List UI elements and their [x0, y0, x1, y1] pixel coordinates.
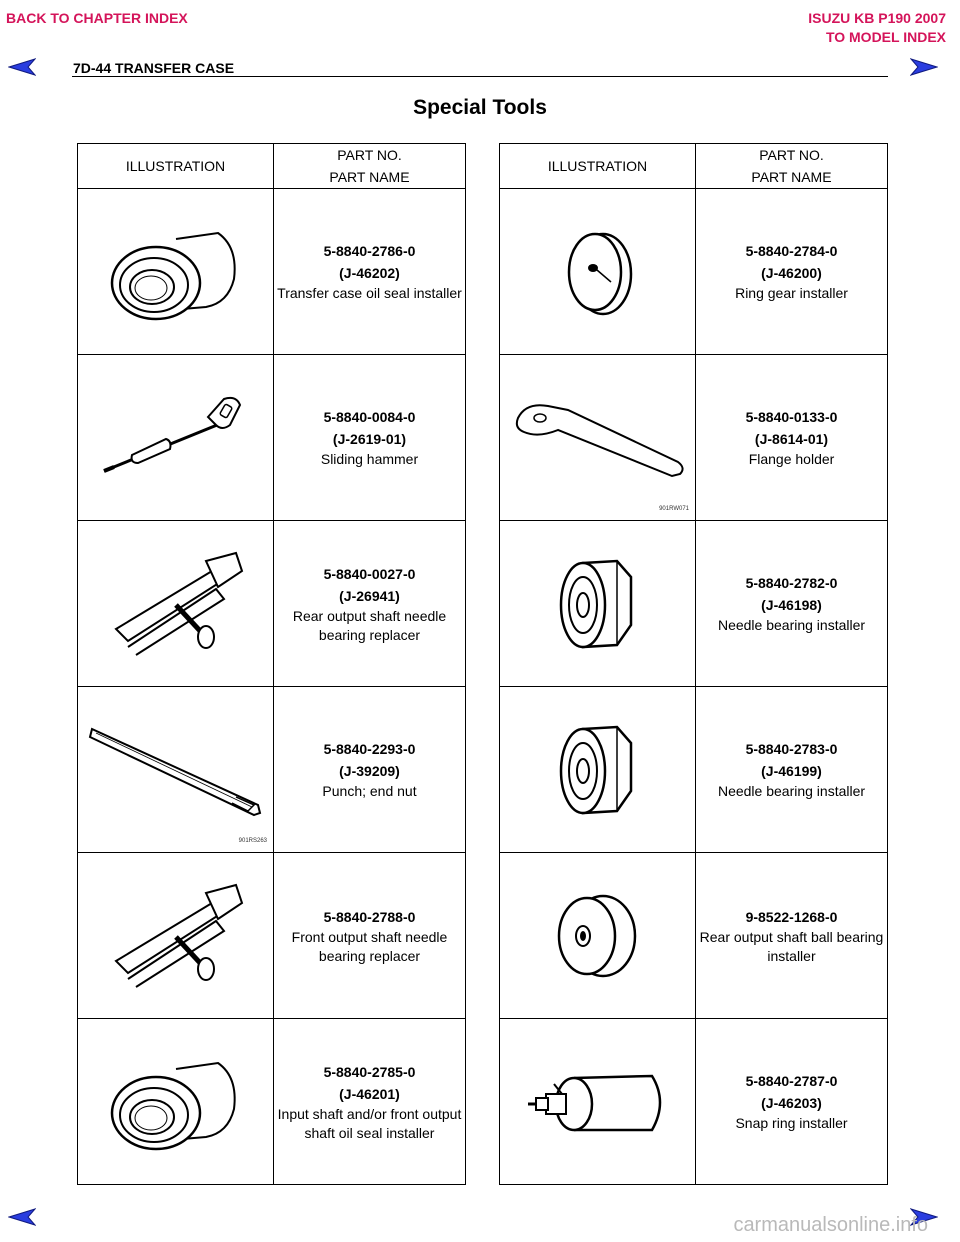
illustration-code: 901RW071: [659, 506, 689, 512]
part-number: 5-8840-2788-0: [323, 908, 416, 925]
ring-gear-installer-icon: [543, 222, 653, 322]
tool-part-info: [696, 687, 888, 853]
part-header: [696, 144, 888, 189]
table-row: [500, 853, 888, 1019]
part-name: Snap ring installer: [735, 1115, 848, 1131]
part-number: 5-8840-2782-0: [745, 575, 838, 591]
part-number: 5-8840-2783-0: [745, 741, 838, 757]
table-row: [78, 521, 466, 687]
tool-part-info: [274, 521, 466, 687]
part-no-header: PART NO.: [759, 147, 824, 163]
punch-icon: [86, 715, 266, 825]
tool-part-info: [274, 853, 466, 1019]
part-number: 5-8840-0084-0: [323, 409, 416, 425]
tool-illustration: [78, 687, 274, 853]
part-name-header: PART NAME: [329, 169, 410, 185]
flange-holder-icon: [508, 388, 688, 488]
part-reference: (J-2619-01): [332, 431, 407, 447]
tool-illustration: [78, 355, 274, 521]
special-tools-table-right: [499, 143, 888, 1185]
part-reference: (J-46203): [761, 1095, 822, 1111]
tool-illustration: [500, 687, 696, 853]
tool-part-info: [274, 189, 466, 355]
tool-illustration: [500, 853, 696, 1019]
tool-part-info: [696, 189, 888, 355]
previous-page-arrow-icon[interactable]: [8, 58, 36, 76]
table-header-row: [500, 144, 888, 189]
table-row: [78, 1019, 466, 1185]
table-header-row: [78, 144, 466, 189]
tools-list-right: [500, 189, 888, 1185]
tool-illustration: [78, 853, 274, 1019]
tools-list-left: [78, 189, 466, 1185]
back-to-chapter-index-link[interactable]: BACK TO CHAPTER INDEX: [6, 10, 188, 26]
part-reference: (J-8614-01): [754, 431, 829, 447]
part-number: 5-8840-2787-0: [745, 1073, 838, 1089]
seal-installer-icon: [106, 217, 246, 327]
part-reference: (J-46201): [339, 1085, 400, 1102]
table-row: [78, 687, 466, 853]
section-label: 7D-44 TRANSFER CASE: [73, 60, 235, 76]
part-header: [274, 144, 466, 189]
tool-part-info: [696, 355, 888, 521]
part-name: Needle bearing installer: [717, 783, 866, 799]
part-name: Punch; end nut: [322, 783, 417, 799]
watermark: carmanualsonline.info: [733, 1214, 928, 1236]
tool-part-info: [274, 1019, 466, 1185]
seal-installer-icon: [106, 1047, 246, 1157]
table-row: [78, 189, 466, 355]
table-row: [78, 853, 466, 1019]
tool-illustration: [500, 189, 696, 355]
snap-ring-installer-icon: [518, 1052, 678, 1152]
model-title-link[interactable]: ISUZU KB P190 2007: [808, 10, 946, 26]
part-no-header: PART NO.: [337, 147, 402, 163]
tool-part-info: [274, 687, 466, 853]
next-page-arrow-icon[interactable]: [910, 58, 938, 76]
part-number: 9-8522-1268-0: [745, 908, 838, 925]
part-name: Sliding hammer: [320, 451, 419, 467]
ball-bearing-installer-icon: [543, 886, 653, 986]
table-row: [500, 1019, 888, 1185]
special-tools-table-left: [77, 143, 466, 1185]
tool-illustration: [500, 1019, 696, 1185]
tool-illustration: [78, 1019, 274, 1185]
part-reference: (J-39209): [339, 763, 400, 779]
page-title: Special Tools: [413, 96, 547, 119]
illustration-header: ILLUSTRATION: [78, 144, 274, 189]
part-name: Needle bearing installer: [717, 617, 866, 633]
tool-illustration: [78, 189, 274, 355]
part-name: Flange holder: [748, 451, 835, 467]
part-number: 5-8840-2293-0: [323, 741, 416, 757]
tool-illustration: [500, 355, 696, 521]
part-reference: (J-26941): [339, 587, 400, 604]
table-row: [500, 687, 888, 853]
tool-part-info: [696, 521, 888, 687]
illustration-header: ILLUSTRATION: [500, 144, 696, 189]
bearing-replacer-icon: [106, 549, 246, 659]
bearing-replacer-icon: [106, 881, 246, 991]
part-reference: (J-46200): [761, 265, 822, 281]
table-row: [78, 355, 466, 521]
tool-illustration: [500, 521, 696, 687]
part-number: 5-8840-0027-0: [323, 565, 416, 582]
part-number: 5-8840-2786-0: [323, 243, 416, 259]
part-reference: (J-46198): [761, 597, 822, 613]
table-row: [500, 355, 888, 521]
part-name: Transfer case oil seal installer: [277, 285, 462, 301]
part-name: Input shaft and/or front output shaft oil seal installer: [277, 1105, 462, 1141]
part-name-header: PART NAME: [751, 169, 832, 185]
illustration-code: 901RS263: [238, 838, 267, 844]
part-number: 5-8840-2785-0: [323, 1063, 416, 1080]
tool-part-info: [274, 355, 466, 521]
part-reference: (J-46199): [761, 763, 822, 779]
tool-part-info: [696, 853, 888, 1019]
tool-part-info: [696, 1019, 888, 1185]
header-divider: [72, 76, 888, 77]
table-row: [500, 189, 888, 355]
previous-page-arrow-bottom-icon[interactable]: [8, 1208, 36, 1226]
to-model-index-link[interactable]: TO MODEL INDEX: [825, 29, 946, 45]
part-name: Rear output shaft ball bearing installer: [699, 928, 884, 964]
part-name: Ring gear installer: [735, 285, 848, 301]
tool-illustration: [78, 521, 274, 687]
needle-bearing-installer-icon: [543, 549, 653, 659]
needle-bearing-installer-icon: [543, 715, 653, 825]
part-name: Rear output shaft needle bearing replacer: [292, 607, 447, 643]
part-name: Front output shaft needle bearing replacer: [291, 928, 448, 964]
part-reference: (J-46202): [339, 265, 400, 281]
part-number: 5-8840-2784-0: [745, 243, 838, 259]
sliding-hammer-icon: [96, 393, 256, 483]
table-row: [500, 521, 888, 687]
part-number: 5-8840-0133-0: [745, 409, 838, 425]
